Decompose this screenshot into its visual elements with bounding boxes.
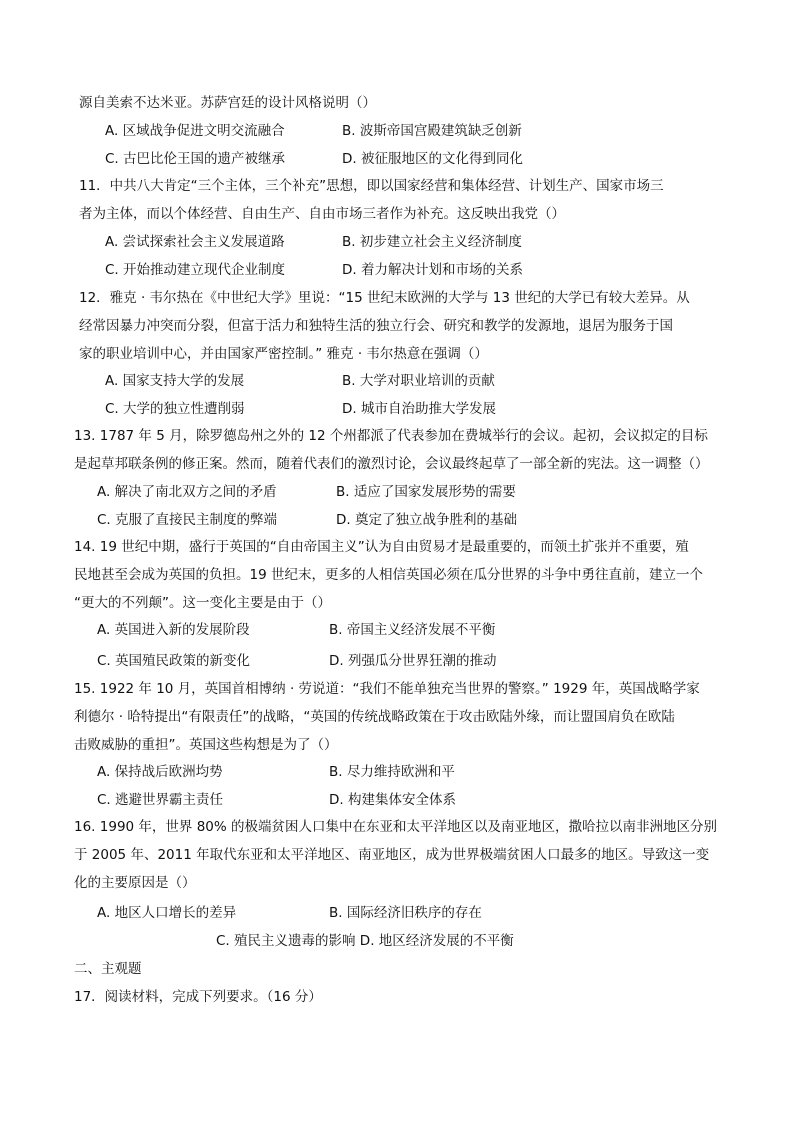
q14-stem-line2: 民地甚至会成为英国的负担。19 世纪末，更多的人相信英国必须在瓜分世界的斗争中勇往直前，建立一个 (74, 567, 703, 583)
q11-stem-line1: 11．中共八大肯定“三个主体，三个补充”思想，即以国家经营和集体经营、计划生产、国家市场三 (79, 178, 664, 194)
q11-option-b: B. 初步建立社会主义经济制度 (342, 234, 522, 250)
q14-option-a: A. 英国进入新的发展阶段 (97, 622, 250, 638)
q12-option-c: C. 大学的独立性遭削弱 (105, 401, 245, 417)
q13-option-b: B. 适应了国家发展形势的需要 (336, 484, 516, 500)
q13-option-d: D. 奠定了独立战争胜利的基础 (336, 512, 517, 528)
q16-options-cd: C. 殖民主义遗毒的影响 D. 地区经济发展的不平衡 (216, 933, 514, 949)
q16-stem-line1: 16. 1990 年，世界 80% 的极端贫困人口集中在东亚和太平洋地区以及南亚地区，撒哈拉以南非洲地区分别 (74, 819, 717, 835)
q10-option-a: A. 区域战争促进文明交流融合 (105, 123, 285, 139)
q11-option-a: A. 尝试探索社会主义发展道路 (105, 234, 285, 250)
q10-option-b: B. 波斯帝国宫殿建筑缺乏创新 (342, 123, 522, 139)
q12-option-a: A. 国家支持大学的发展 (105, 373, 245, 389)
q10-option-d: D. 被征服地区的文化得到同化 (342, 151, 523, 167)
q12-stem-line3: 家的职业培训中心，并由国家严密控制。” 雅克 · 韦尔热意在强调（） (79, 346, 488, 362)
q11-option-d: D. 着力解决计划和市场的关系 (342, 262, 523, 278)
q15-stem-line2: 利德尔 · 哈特提出“有限责任”的战略，“英国的传统战略政策在于攻击欧陆外缘，而让盟国肩负在欧陆 (74, 709, 675, 725)
q12-option-d: D. 城市自治助推大学发展 (342, 401, 496, 417)
q14-option-c: C. 英国殖民政策的新变化 (97, 653, 251, 669)
q16-stem-line2: 于 2005 年、2011 年取代东亚和太平洋地区、南亚地区，成为世界极端贫困人口最多的地区。导致这一变 (74, 847, 710, 863)
q10-stem-tail: 源自美索不达米亚。苏萨宫廷的设计风格说明（） (79, 95, 376, 111)
q13-option-a: A. 解决了南北双方之间的矛盾 (97, 484, 277, 500)
q17-stem: 17．阅读材料，完成下列要求。（16 分） (74, 989, 322, 1005)
q12-stem-line2: 经常因暴力冲突而分裂，但富于活力和独特生活的独立行会、研究和教学的发源地，退居为服务于国 (79, 318, 673, 334)
q10-option-c: C. 古巴比伦王国的遗产被继承 (105, 151, 286, 167)
q12-stem-line1: 12．雅克 · 韦尔热在《中世纪大学》里说：“15 世纪末欧洲的大学与 13 世纪的大学已有较大差异。从 (79, 290, 690, 306)
q15-option-b: B. 尽力维持欧洲和平 (329, 764, 455, 780)
q14-option-b: B. 帝国主义经济发展不平衡 (329, 622, 496, 638)
section-heading: 二、主观题 (74, 961, 142, 977)
q15-option-a: A. 保持战后欧洲均势 (97, 764, 223, 780)
q16-option-a: A. 地区人口增长的差异 (97, 905, 237, 921)
q11-stem-line2: 者为主体，而以个体经营、自由生产、自由市场三者作为补充。这反映出我党（） (79, 206, 565, 222)
q14-option-d: D. 列强瓜分世界狂潮的推动 (329, 653, 497, 669)
q13-option-c: C. 克服了直接民主制度的弊端 (97, 512, 278, 528)
q16-option-b: B. 国际经济旧秩序的存在 (329, 905, 482, 921)
q12-option-b: B. 大学对职业培训的贡献 (342, 373, 495, 389)
q16-stem-line3: 化的主要原因是（） (74, 875, 196, 891)
q15-stem-line3: 击败威胁的重担”。英国这些构想是为了（） (74, 737, 338, 753)
q15-stem-line1: 15. 1922 年 10 月，英国首相博纳 · 劳说道：“我们不能单独充当世界的警察。” 1929 年，英国战略学家 (74, 681, 700, 697)
q13-stem-line2: 是起草邦联条例的修正案。然而，随着代表们的激烈讨论，会议最终起草了一部全新的宪法。这一调整（） (74, 456, 709, 472)
q11-option-c: C. 开始推动建立现代企业制度 (105, 262, 286, 278)
q14-stem-line1: 14. 19 世纪中期，盛行于英国的“自由帝国主义”认为自由贸易才是最重要的，而领土扩张并不重要，殖 (74, 539, 689, 555)
q15-option-d: D. 构建集体安全体系 (329, 792, 456, 808)
q13-stem-line1: 13. 1787 年 5 月，除罗德岛州之外的 12 个州都派了代表参加在费城举行的会议。起初，会议拟定的目标 (74, 428, 708, 444)
q14-stem-line3: “更大的不列颠”。这一变化主要是由于（） (74, 595, 331, 611)
q15-option-c: C. 逃避世界霸主责任 (97, 792, 224, 808)
